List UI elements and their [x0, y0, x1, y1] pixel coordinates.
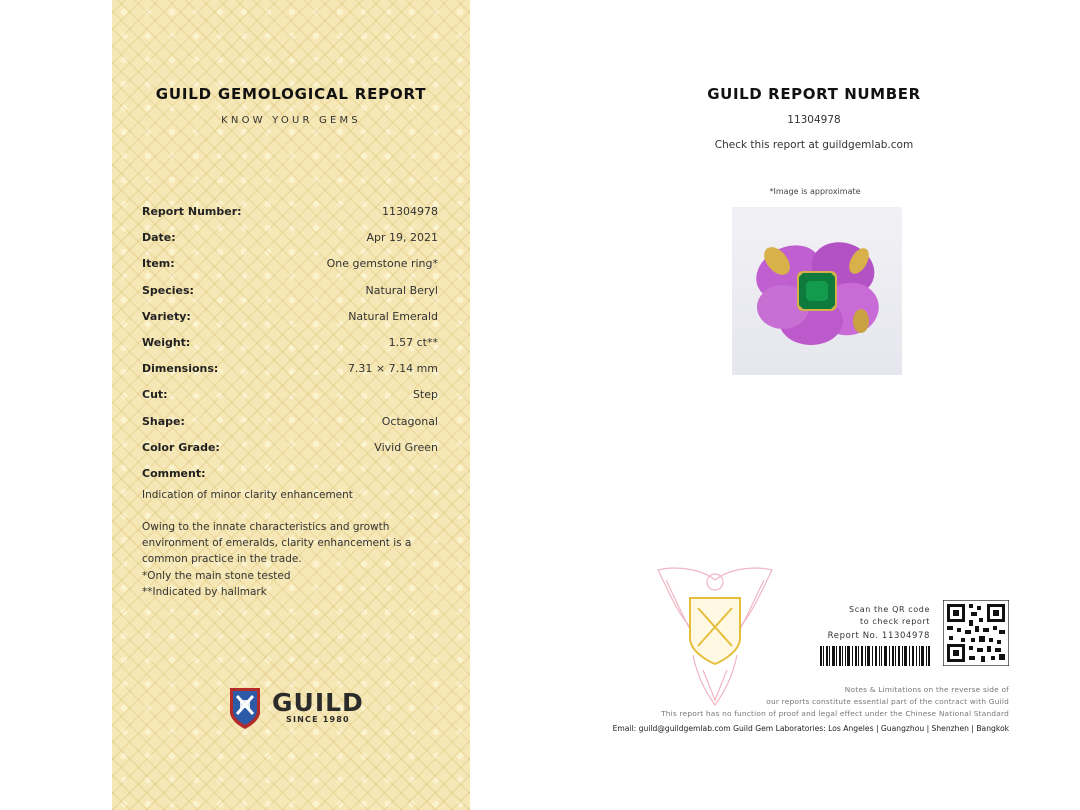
field-label: Item:	[142, 257, 175, 271]
notes-line: This report has no function of proof and legal effect under the Chinese National Standard	[661, 709, 1009, 718]
disclaimer-paragraph	[142, 519, 438, 600]
report-subtitle: KNOW YOUR GEMS	[221, 115, 361, 126]
logo-since: SINCE 1980	[285, 714, 350, 724]
report-title: GUILD GEMOLOGICAL REPORT	[155, 85, 427, 103]
field-label: Report Number:	[142, 205, 242, 218]
gem-photo	[732, 207, 902, 375]
field-label: Variety:	[142, 309, 191, 323]
report-number: 11304978	[787, 114, 841, 126]
field-label: Color Grade:	[142, 440, 220, 454]
notes-line: our reports constitute essential part of the contract with Guild	[766, 697, 1009, 706]
disclaimer-line: common practice in the trade.	[142, 553, 302, 566]
field-row	[142, 310, 438, 336]
comment-label: Comment:	[142, 466, 206, 480]
field-row	[142, 415, 438, 441]
field-label: Cut:	[142, 388, 168, 402]
ring-image	[732, 207, 902, 375]
field-row	[142, 231, 438, 257]
field-value: Vivid Green	[374, 440, 438, 454]
field-value: Step	[412, 388, 438, 402]
notes-line: Notes & Limitations on the reverse side of	[844, 685, 1009, 694]
report-no-label: Report No. 11304978	[827, 631, 930, 641]
field-label: Weight:	[142, 335, 191, 349]
field-label: Shape:	[142, 414, 185, 428]
field-row	[142, 362, 438, 388]
field-row	[142, 441, 438, 467]
qr-instruction: Scan the QR code	[849, 605, 930, 614]
field-value: Natural Emerald	[348, 309, 438, 323]
eagle-seal-icon	[648, 560, 783, 710]
disclaimer-line: **Indicated by hallmark	[142, 586, 267, 599]
report-number-title: GUILD REPORT NUMBER	[707, 85, 921, 103]
report-panel	[112, 0, 470, 810]
disclaimer-line: *Only the main stone tested	[142, 569, 291, 582]
disclaimer-line: environment of emeralds, clarity enhancement is a	[142, 537, 412, 550]
image-approx-note: *Image is approximate	[769, 187, 861, 196]
field-label: Date:	[142, 231, 176, 245]
logo-wordmark: GUILD	[272, 687, 364, 717]
contact-footer: Email: guild@guildgemlab.com Guild Gem Laboratories: Los Angeles | Guangzhou | Shenzhen | Bangkok	[612, 724, 1009, 733]
field-row	[142, 388, 438, 414]
disclaimer-line: Owing to the innate characteristics and growth	[142, 520, 390, 533]
field-value: Octagonal	[381, 414, 438, 428]
qr-code-icon[interactable]	[943, 600, 1009, 666]
qr-instruction: to check report	[860, 617, 930, 626]
field-row	[142, 205, 438, 231]
barcode-icon	[820, 646, 930, 666]
field-value: Apr 19, 2021	[366, 231, 438, 245]
guild-logo	[228, 684, 364, 730]
field-row	[142, 336, 438, 362]
comment-text: Indication of minor clarity enhancement	[142, 488, 353, 501]
field-label: Species:	[142, 283, 194, 297]
guild-shield-icon	[228, 684, 262, 730]
field-value: 1.57 ct**	[388, 335, 438, 349]
field-value: 11304978	[382, 205, 438, 218]
report-fields	[142, 205, 438, 600]
field-value: One gemstone ring*	[326, 257, 438, 271]
field-row	[142, 257, 438, 283]
verify-link[interactable]: Check this report at guildgemlab.com	[714, 139, 914, 151]
field-value: Natural Beryl	[365, 283, 438, 297]
field-value: 7.31 × 7.14 mm	[347, 362, 438, 376]
field-row	[142, 284, 438, 310]
field-label: Dimensions:	[142, 362, 219, 376]
